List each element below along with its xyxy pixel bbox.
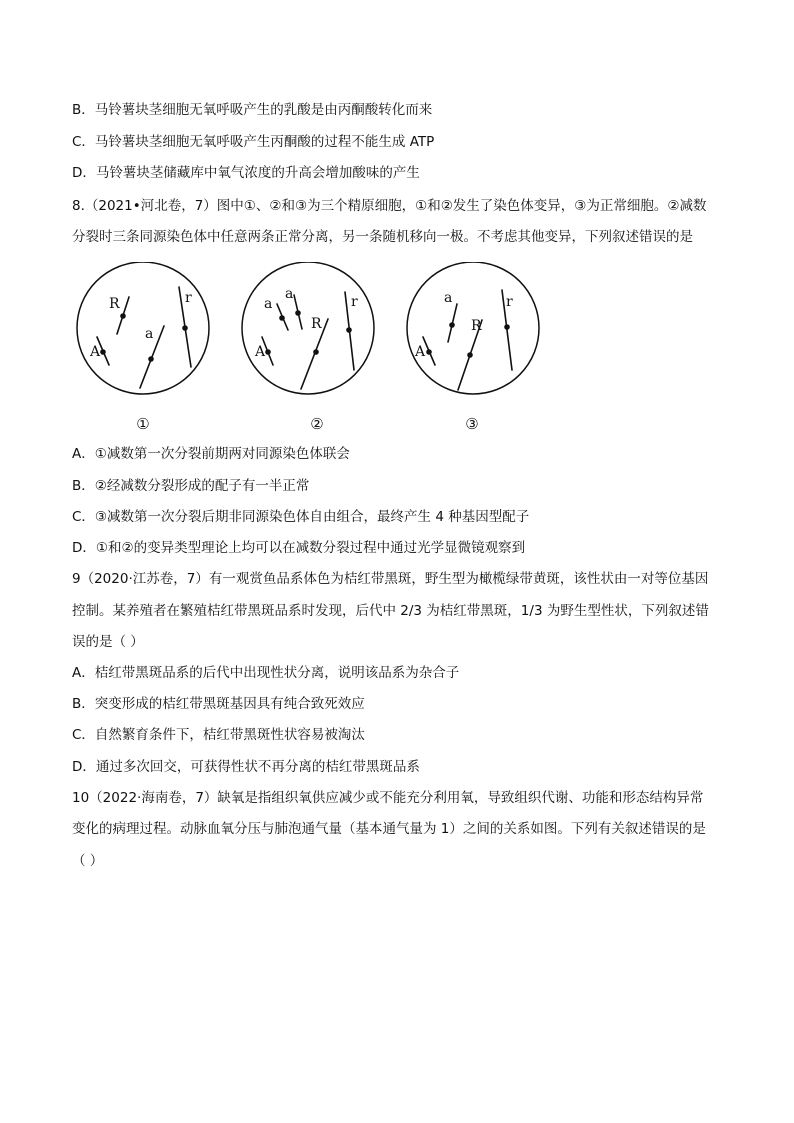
cell-2-label-a1: a xyxy=(264,296,273,312)
cell-2-centromere-r xyxy=(346,327,352,333)
q7-option-d: D．马铃薯块茎储藏库中氧气浓度的升高会增加酸味的产生 xyxy=(72,165,420,181)
cell-3-centromere-A xyxy=(426,349,432,355)
q7-option-b: B．马铃薯块茎细胞无氧呼吸产生的乳酸是由丙酮酸转化而来 xyxy=(72,102,433,118)
cell-3-label-A: A xyxy=(415,344,426,360)
cell-2-label-A: A xyxy=(255,344,266,360)
cell-1-label-a: a xyxy=(145,326,154,342)
cell-2-centromere-a2 xyxy=(295,310,301,316)
q8-stem-line-2: 分裂时三条同源染色体中任意两条正常分离，另一条随机移向一极。不考虑其他变异，下列叙述错误的是 xyxy=(72,229,693,245)
cell-1-centromere-r xyxy=(182,325,188,331)
cell-3-centromere-a xyxy=(449,322,455,328)
cell-3-centromere-R xyxy=(467,352,473,358)
cell-3-label-r: r xyxy=(506,294,513,310)
cell-2-circle xyxy=(242,262,374,394)
q8-option-c: C．③减数第一次分裂后期非同源染色体自由组合，最终产生 4 种基因型配子 xyxy=(72,509,530,525)
cell-3-label-R: R xyxy=(471,318,482,334)
cell-1-circle xyxy=(77,262,209,394)
q9-stem-line-3: 误的是（ ） xyxy=(72,634,144,650)
cell-3-label-a: a xyxy=(444,290,453,306)
cell-1-centromere-a xyxy=(148,356,154,362)
q8-option-a: A．①减数第一次分裂前期两对同源染色体联会 xyxy=(72,446,350,462)
cell-3-caption: ③ xyxy=(465,415,479,433)
cell-2-centromere-A xyxy=(265,349,271,355)
q8-cells-figure xyxy=(72,262,552,434)
q9-option-d: D．通过多次回交，可获得性状不再分离的桔红带黑斑品系 xyxy=(72,759,420,775)
cell-1-centromere-A xyxy=(100,349,106,355)
q9-option-c: C．自然繁育条件下，桔红带黑斑性状容易被淘汰 xyxy=(72,727,365,743)
cell-1-label-A: A xyxy=(90,344,101,360)
q10-stem-line-2: 变化的病理过程。动脉血氧分压与肺泡通气量（基本通气量为 1）之间的关系如图。下列有关叙述错误的是 xyxy=(72,821,706,837)
q9-option-b: B．突变形成的桔红带黑斑基因具有纯合致死效应 xyxy=(72,696,365,712)
q9-stem-line-2: 控制。某养殖者在繁殖桔红带黑斑品系时发现，后代中 2/3 为桔红带黑斑，1/3 为野生型性状，下列叙述错 xyxy=(72,603,709,619)
q9-option-a: A．桔红带黑斑品系的后代中出现性状分离，说明该品系为杂合子 xyxy=(72,665,460,681)
q9-stem-line-1: 9（2020·江苏卷，7）有一观赏鱼品系体色为桔红带黑斑，野生型为橄榄绿带黄斑，该性状由一对等位基因 xyxy=(72,571,709,587)
cell-3-centromere-r xyxy=(504,324,510,330)
cell-2-label-a2: a xyxy=(285,286,294,302)
cell-2-caption: ② xyxy=(310,415,324,433)
cell-1-label-R: R xyxy=(109,296,120,312)
cell-2-centromere-a1 xyxy=(279,315,285,321)
cell-2-label-R: R xyxy=(311,316,322,332)
cell-1-label-r: r xyxy=(185,290,192,306)
q10-stem-line-3: （ ） xyxy=(72,853,104,869)
q10-stem-line-1: 10（2022·海南卷，7）缺氧是指组织氧供应减少或不能充分利用氧，导致组织代谢、功能和形态结构异常 xyxy=(72,790,704,806)
q8-stem-line-1: 8.（2021•河北卷，7）图中①、②和③为三个精原细胞，①和②发生了染色体变异，③为正常细胞。②减数 xyxy=(72,198,707,214)
cell-1-caption: ① xyxy=(136,415,150,433)
cell-2-centromere-R xyxy=(313,349,319,355)
cell-1-centromere-R xyxy=(120,313,126,319)
q8-option-d: D．①和②的变异类型理论上均可以在减数分裂过程中通过光学显微镜观察到 xyxy=(72,540,526,556)
q7-option-c: C．马铃薯块茎细胞无氧呼吸产生丙酮酸的过程不能生成 ATP xyxy=(72,134,435,150)
q8-option-b: B．②经减数分裂形成的配子有一半正常 xyxy=(72,478,310,494)
cell-2-label-r: r xyxy=(351,294,358,310)
